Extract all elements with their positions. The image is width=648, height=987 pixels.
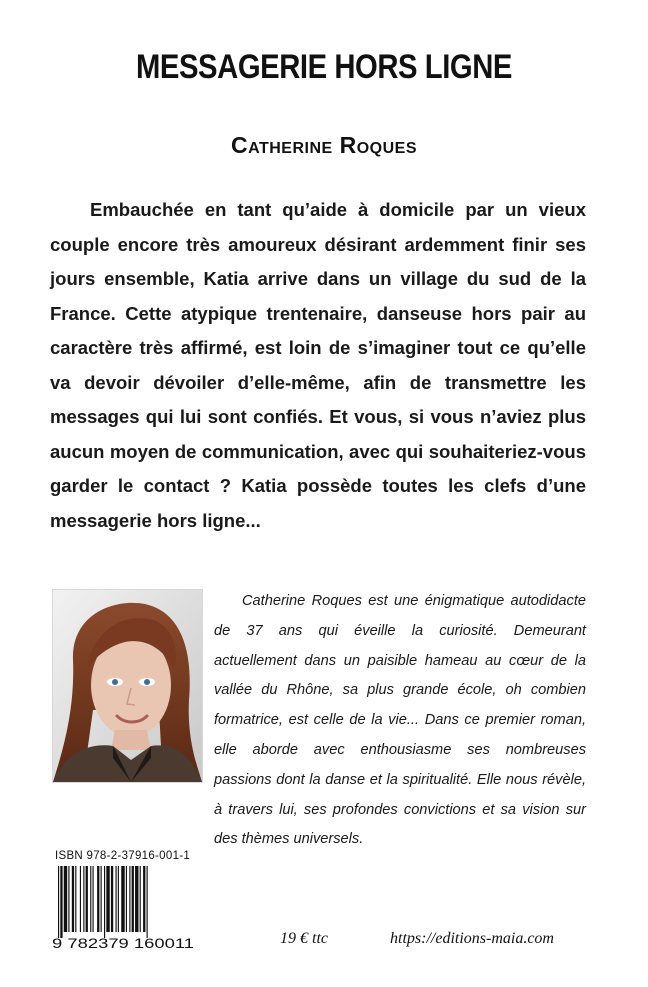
barcode-bar [140, 866, 141, 932]
isbn-label: ISBN 978-2-37916-001-1 [55, 850, 191, 862]
publisher-website: https://editions-maia.com [390, 930, 554, 947]
barcode-bar [86, 866, 88, 932]
barcode-bar [143, 866, 145, 932]
author-photo [52, 589, 203, 783]
barcode [52, 866, 196, 950]
barcode-bar [58, 866, 59, 938]
barcode-bar [104, 866, 105, 938]
barcode-bar [72, 866, 74, 932]
barcode-bar [93, 866, 94, 932]
barcode-bar [60, 866, 62, 938]
book-blurb: Embauchée en tant qu’aide à domicile par un vieux couple encore très amoureux désirant ardemment finir ses jours ensemble, Katia arrive dans un village du sud de la France. Cette atypique trentenaire, danseuse hors pair au caractère très affirmé, est loin de s’imaginer tout ce qu’elle va devoir dévoiler d’elle-même, afin de transmettre les messages qui lui sont confiés. Et vous, si vous n’aviez plus aucun moyen de communication, avec qui souhaiteriez-vous garder le contact ? Katia possède toutes les clefs d’une messagerie hors ligne... [50, 199, 586, 531]
barcode-bar [68, 866, 69, 932]
barcode-digits: 9 782379 160011 [52, 936, 194, 950]
book-title: MESSAGERIE HORS LIGNE [135, 48, 513, 86]
barcode-bar [126, 866, 127, 932]
barcode-bar [121, 866, 124, 932]
author-name: Catherine Roques [231, 132, 417, 158]
barcode-bar [147, 866, 148, 938]
barcode-bar [97, 866, 99, 932]
barcode-bar [101, 866, 102, 932]
price-label: 19 € ttc [280, 930, 328, 947]
barcode-bar [83, 866, 84, 932]
barcode-bar [80, 866, 81, 932]
barcode-bar [129, 866, 130, 932]
barcode-bar [106, 866, 109, 932]
barcode-bar [90, 866, 91, 932]
barcode-bar [116, 866, 117, 932]
barcode-bar [111, 866, 113, 932]
barcode-bar [135, 866, 138, 932]
barcode-bar [118, 866, 119, 932]
barcode-bar [132, 866, 134, 932]
barcode-bar [64, 866, 67, 932]
author-bio: Catherine Roques est une énigmatique autodidacte de 37 ans qui éveille la curiosité. Demeurant actuellement dans un paisible hameau au cœur de la vallée du Rhône, sa plus grande école, oh combien formatrice, est celle de la vie... Dans ce premier roman, elle aborde avec enthousiasme ses nombreuses passions dont la danse et la spiritualité. Elle nous révèle, à travers lui, ses profondes convictions et sa vision sur des thèmes universels. [214, 593, 586, 848]
barcode-bar [75, 866, 76, 932]
